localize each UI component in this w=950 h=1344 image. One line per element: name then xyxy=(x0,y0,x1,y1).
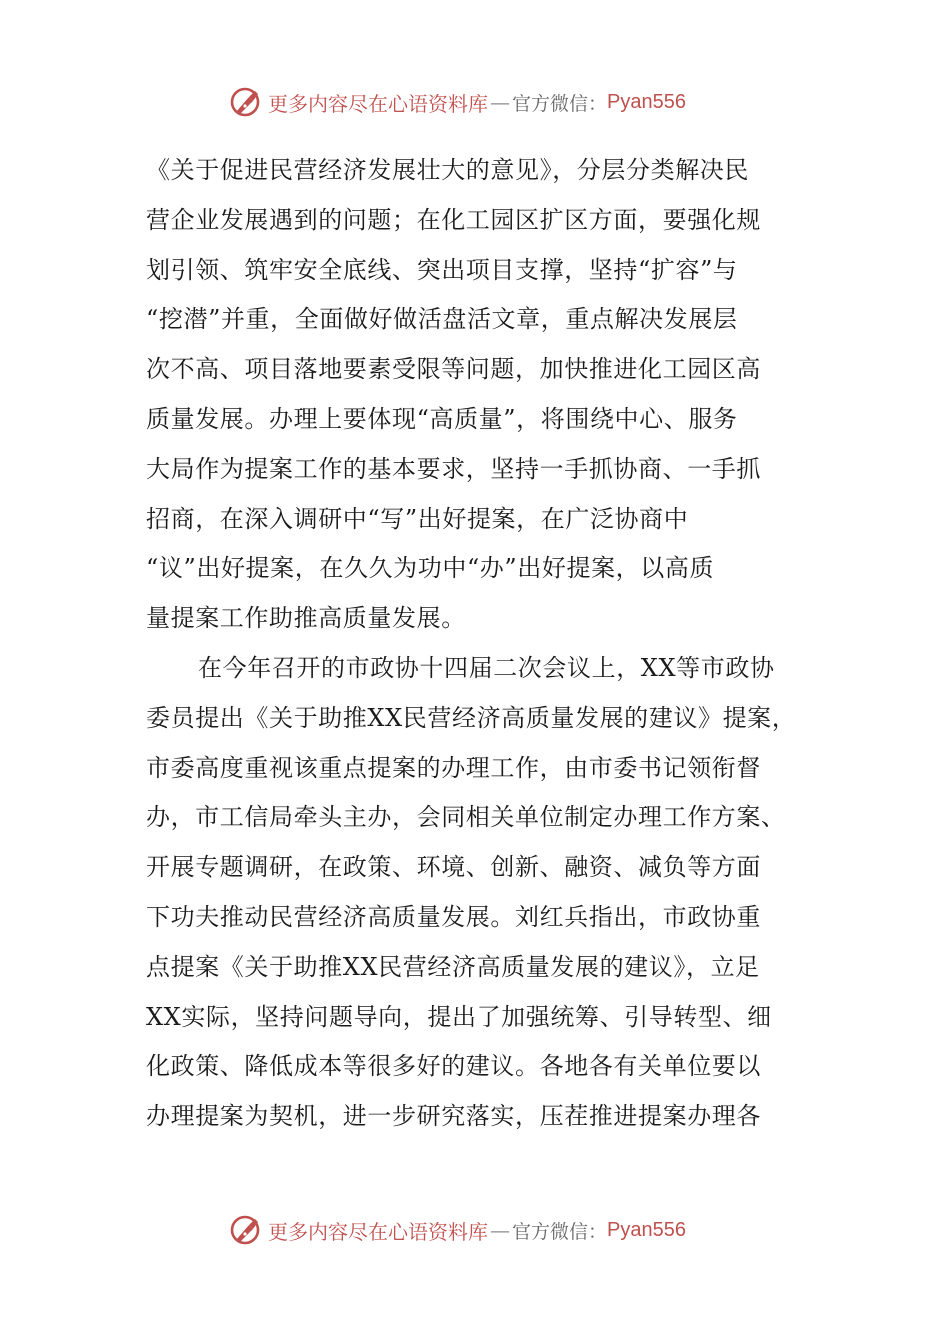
text-line: 开展专题调研，在政策、环境、创新、融资、减负等方面 xyxy=(146,853,761,882)
text-line: 办，市工信局牵头主办，会同相关单位制定办理工作方案、 xyxy=(146,803,786,832)
pen-nib-logo-icon xyxy=(228,85,262,119)
text-line: 量提案工作助推高质量发展。 xyxy=(146,604,466,633)
text-line: “挖潜”并重，全面做好做活盘活文章，重点解决发展层 xyxy=(146,305,738,334)
banner-wechat-label: 官方微信： xyxy=(512,92,608,115)
banner-wechat-id: Pyan556 xyxy=(607,1218,686,1241)
banner-brand-text: 更多内容尽在心语资料库 xyxy=(268,1219,488,1244)
text-line: 市委高度重视该重点提案的办理工作，由市委书记领衔督 xyxy=(146,753,761,782)
text-line: 委员提出《关于助推XX民营经济高质量发展的建议》提案， xyxy=(146,703,797,732)
banner-separator: — xyxy=(490,90,510,114)
text-line: 《关于促进民营经济发展壮大的意见》，分层分类解决民 xyxy=(146,156,749,184)
text-line: 大局作为提案工作的基本要求，坚持一手抓协商、一手抓 xyxy=(146,454,761,483)
text-line: 招商，在深入调研中“写”出好提案，在广泛协商中 xyxy=(146,504,689,533)
text-line: 点提案《关于助推XX民营经济高质量发展的建议》，立足 xyxy=(146,952,760,981)
text-line: 办理提案为契机，进一步研究落实，压茬推进提案办理各 xyxy=(146,1102,761,1131)
text-line: 营企业发展遇到的问题；在化工园区扩区方面，要强化规 xyxy=(146,205,761,234)
document-body xyxy=(146,146,806,1142)
banner-wechat-label: 官方微信： xyxy=(512,1220,608,1243)
text-line: 划引领、筑牢安全底线、突出项目支撑，坚持“扩容”与 xyxy=(146,255,738,284)
text-line: XX实际，坚持问题导向，提出了加强统筹、引导转型、细 xyxy=(146,1002,772,1031)
text-line: 化政策、降低成本等很多好的建议。各地各有关单位要以 xyxy=(146,1052,761,1081)
footer-banner xyxy=(228,1210,728,1250)
text-line: 质量发展。办理上要体现“高质量”，将围绕中心、服务 xyxy=(146,404,738,433)
paragraph-start-line: 在今年召开的市政协十四届二次会议上，XX等市政协 xyxy=(198,653,775,682)
banner-wechat-id: Pyan556 xyxy=(607,90,686,113)
pen-nib-logo-icon xyxy=(228,1213,262,1247)
header-banner xyxy=(228,82,728,122)
text-line: “议”出好提案，在久久为功中“办”出好提案，以高质 xyxy=(146,554,715,583)
text-line: 下功夫推动民营经济高质量发展。刘红兵指出，市政协重 xyxy=(146,902,761,931)
banner-brand-text: 更多内容尽在心语资料库 xyxy=(268,91,488,116)
text-line: 次不高、项目落地要素受限等问题，加快推进化工园区高 xyxy=(146,355,761,384)
banner-separator: — xyxy=(490,1218,510,1242)
